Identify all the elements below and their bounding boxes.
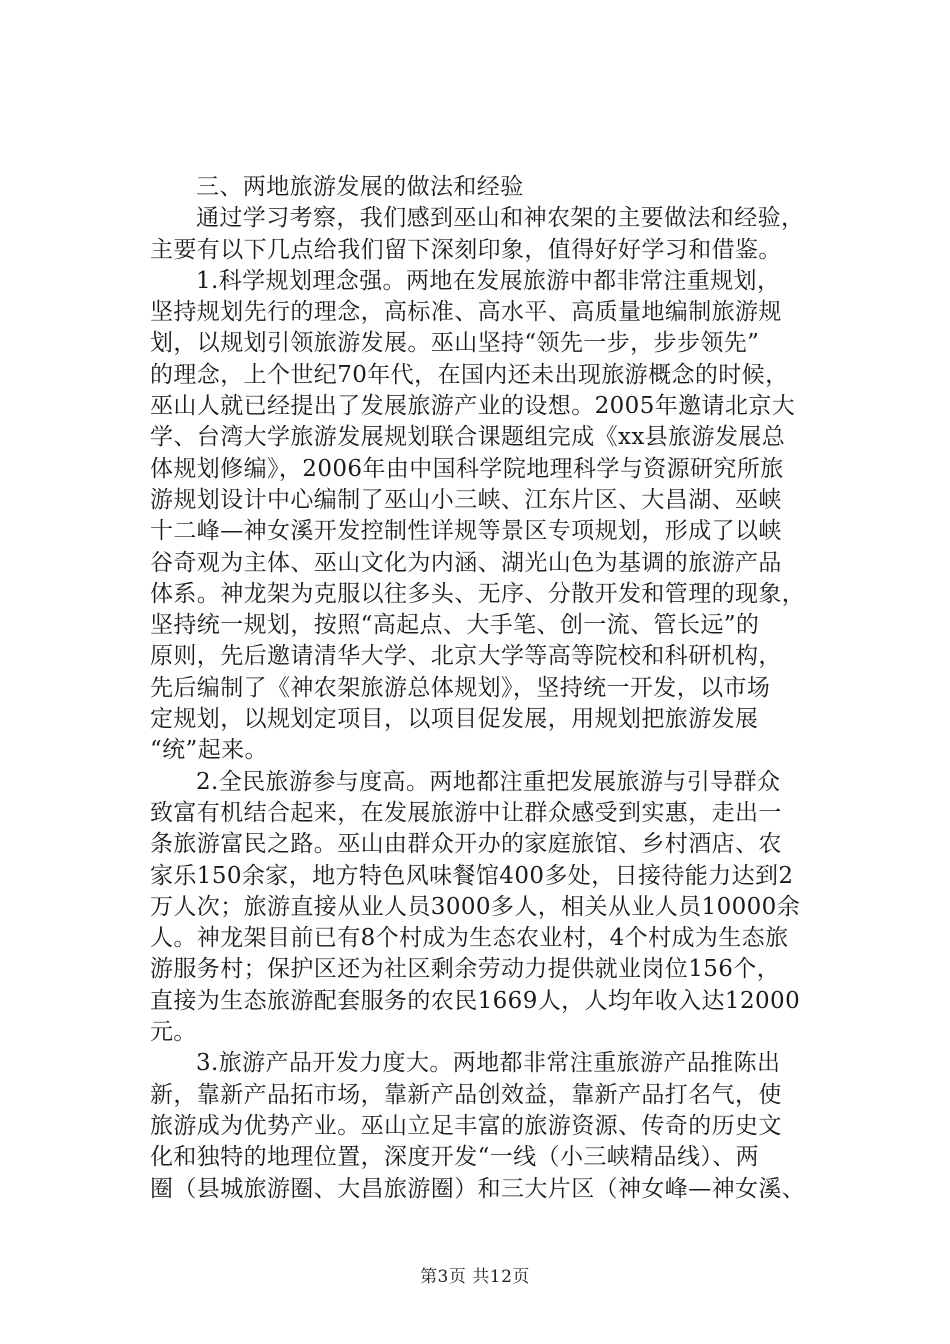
paragraph [150, 266, 840, 767]
paragraph-line: 划，以规划引领旅游发展。巫山坚持“领先一步，步步领先” [150, 330, 760, 357]
paragraph-line: 游规划设计中心编制了巫山小三峡、江东片区、大昌湖、巫峡 [150, 486, 782, 513]
paragraph [150, 767, 840, 1049]
paragraph-line: 主要有以下几点给我们留下深刻印象，值得好好学习和借鉴。 [150, 236, 782, 263]
paragraph-line: 化和独特的地理位置，深度开发“一线（小三峡精品线）、两 [150, 1144, 760, 1171]
paragraph-line: 人。神龙架目前已有8个村成为生态农业村，4个村成为生态旅 [150, 925, 789, 952]
paragraph-line: 先后编制了《神农架旅游总体规划》，坚持统一开发，以市场 [150, 674, 771, 701]
paragraph [150, 203, 840, 266]
paragraph-line: 定规划，以规划定项目，以项目促发展，用规划把旅游发展 [150, 706, 759, 733]
paragraph-line: 的理念，上个世纪70年代，在国内还未出现旅游概念的时候， [150, 361, 789, 388]
document-body [150, 172, 840, 1205]
paragraph-line: 旅游成为优势产业。巫山立足丰富的旅游资源、传奇的历史文 [150, 1112, 782, 1139]
paragraph-line: 新，靠新产品拓市场，靠新产品创效益，靠新产品打名气，使 [150, 1081, 782, 1108]
paragraph-line: 2.全民旅游参与度高。两地都注重把发展旅游与引导群众 [196, 768, 781, 795]
page-footer: 第3页 共12页 [420, 1267, 530, 1287]
paragraph-line: 原则，先后邀请清华大学、北京大学等高等院校和科研机构， [150, 643, 782, 670]
paragraph-line: 致富有机结合起来，在发展旅游中让群众感受到实惠，走出一 [150, 799, 782, 826]
paragraph-line: 1.科学规划理念强。两地在发展旅游中都非常注重规划， [196, 267, 781, 294]
paragraph-line: 体规划修编》，2006年由中国科学院地理科学与资源研究所旅 [150, 455, 784, 482]
paragraph-line: “统”起来。 [150, 737, 268, 764]
paragraph-line: 坚持统一规划，按照“高起点、大手笔、创一流、管长远”的 [150, 612, 760, 639]
paragraph-line: 学、台湾大学旅游发展规划联合课题组完成《xx县旅游发展总 [150, 424, 786, 451]
paragraph-line: 条旅游富民之路。巫山由群众开办的家庭旅馆、乡村酒店、农 [150, 831, 782, 858]
paragraph-line: 体系。神龙架为克服以往多头、无序、分散开发和管理的现象， [150, 580, 806, 607]
paragraph-line: 万人次；旅游直接从业人员3000多人，相关从业人员10000余 [150, 893, 801, 920]
paragraph-line: 谷奇观为主体、巫山文化为内涵、湖光山色为基调的旅游产品 [150, 549, 782, 576]
paragraph-line: 直接为生态旅游配套服务的农民1669人，人均年收入达12000 [150, 987, 801, 1014]
paragraph-line: 巫山人就已经提出了发展旅游产业的设想。2005年邀请北京大 [150, 393, 796, 420]
paragraph-line: 游服务村；保护区还为社区剩余劳动力提供就业岗位156个， [150, 956, 781, 983]
paragraph-line: 十二峰—神女溪开发控制性详规等景区专项规划，形成了以峡 [150, 518, 782, 545]
paragraph-line: 3.旅游产品开发力度大。两地都非常注重旅游产品推陈出 [196, 1050, 781, 1077]
paragraph-line: 家乐150余家，地方特色风味餐馆400多处，日接待能力达到2 [150, 862, 794, 889]
paragraph-line: 元。 [150, 1019, 197, 1046]
paragraph-list [150, 203, 840, 1205]
section-heading: 三、两地旅游发展的做法和经验 [196, 174, 524, 200]
paragraph-line: 坚持规划先行的理念，高标准、高水平、高质量地编制旅游规 [150, 299, 782, 326]
paragraph-line: 圈（县城旅游圈、大昌旅游圈）和三大片区（神女峰—神女溪、 [150, 1175, 806, 1202]
paragraph [150, 1048, 840, 1204]
paragraph-line: 通过学习考察，我们感到巫山和神农架的主要做法和经验， [196, 205, 805, 232]
